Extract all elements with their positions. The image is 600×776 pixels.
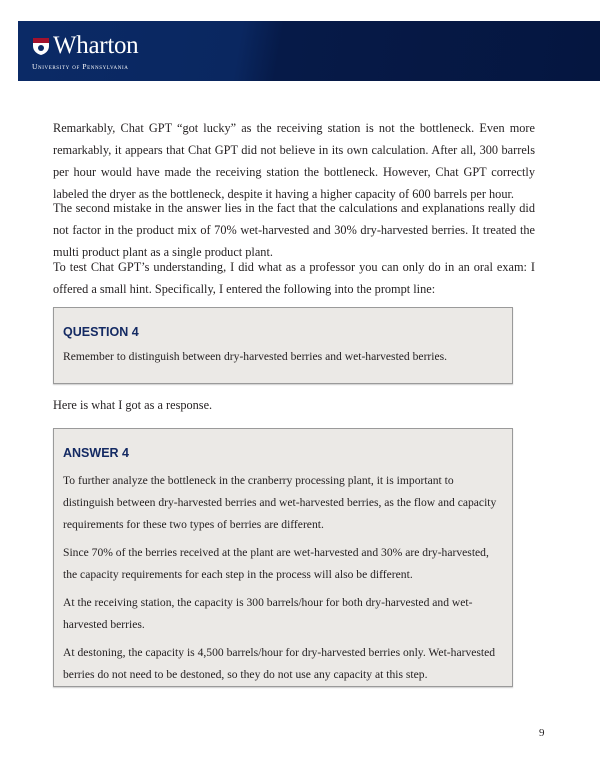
answer-title: ANSWER 4 [63, 446, 129, 460]
logo-wordmark: Wharton [53, 32, 139, 59]
wharton-logo [32, 32, 139, 59]
question-box [53, 307, 513, 384]
answer-box [53, 428, 513, 687]
answer-paragraph: Since 70% of the berries received at the plant are wet-harvested and 30% are dry-harvested, the capacity requirements for each step in the process will also be different. [63, 546, 489, 581]
paragraph-1: Remarkably, Chat GPT “got lucky” as the receiving station is not the bottleneck. Even more remarkably, it appears that Chat GPT did not believe in its own calculation. After all, 300 barrels per hour would have made the receiving station the bottleneck. However, Chat GPT correctly labeled the dryer as the bottleneck, despite it having a higher capacity of 600 barrels per hour. [53, 121, 535, 201]
answer-paragraph: At the receiving station, the capacity is 300 barrels/hour for both dry-harvested and wet-harvested berries. [63, 596, 473, 631]
question-text: Remember to distinguish between dry-harvested berries and wet-harvested berries. [63, 350, 448, 363]
page-number: 9 [539, 727, 545, 739]
logo-subtitle: University of Pennsylvania [32, 62, 129, 71]
paragraph-between: Here is what I got as a response. [53, 398, 213, 412]
paragraph-2: The second mistake in the answer lies in the fact that the calculations and explanations really did not factor in the product mix of 70% wet-harvested and 30% dry-harvested berries. It treated the multi product plant as a single product plant. [53, 201, 535, 259]
question-title: QUESTION 4 [63, 325, 139, 339]
penn-shield-icon [32, 37, 50, 55]
answer-paragraph: To further analyze the bottleneck in the cranberry processing plant, it is important to distinguish between dry-harvested berries and wet-harvested berries, as the flow and capacity requirements for these two types of berries are different. [63, 474, 497, 531]
paragraph-3: To test Chat GPT’s understanding, I did what as a professor you can only do in an oral exam: I offered a small hint. Specifically, I entered the following into the prompt line: [53, 260, 535, 296]
answer-paragraph: At destoning, the capacity is 4,500 barrels/hour for dry-harvested berries only. Wet-harvested berries do not need to be destoned, so they do not use any capacity at this step. [63, 646, 496, 681]
header-banner [18, 21, 600, 81]
